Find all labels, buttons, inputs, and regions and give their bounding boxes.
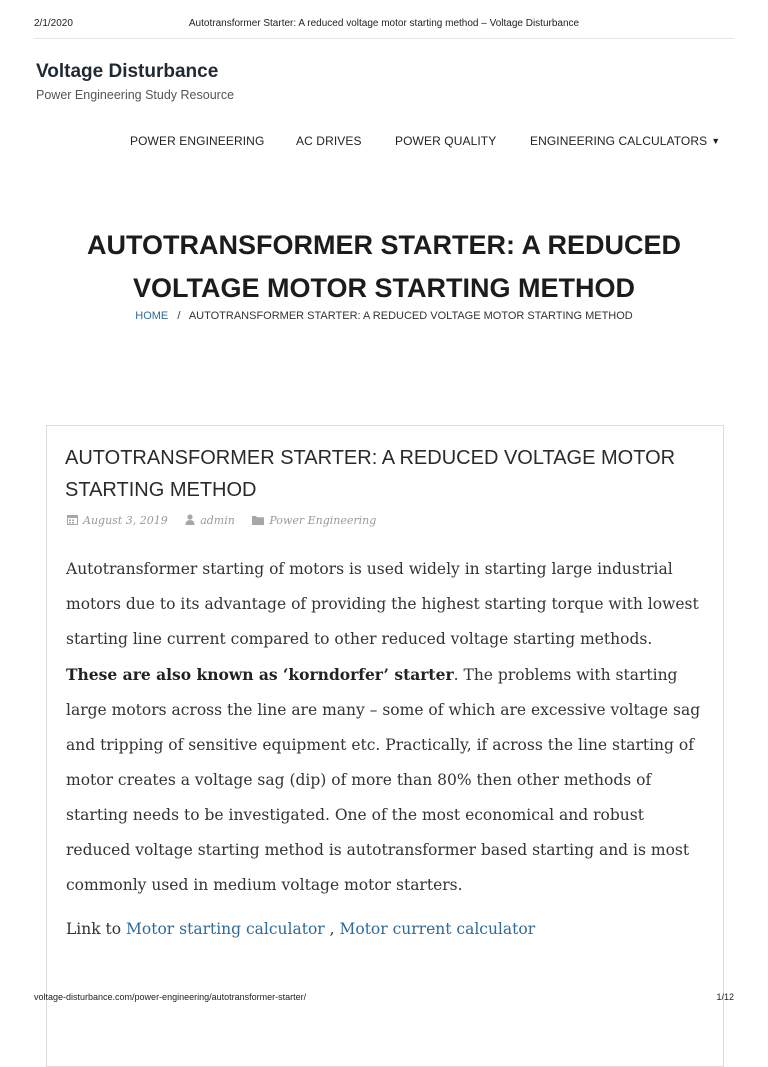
post-category[interactable] [252, 514, 376, 527]
print-divider [34, 38, 734, 39]
page-title [40, 224, 728, 310]
nav-item-label: AC DRIVES [296, 134, 362, 148]
post-title-line-2: STARTING METHOD [65, 479, 257, 501]
print-header [0, 0, 768, 38]
post-author[interactable] [185, 514, 235, 527]
paragraph-text-start: Autotransformer starting of motors is used widely in starting large industrial motors due to its advantage of providing the highest starting torque with lowest starting line current compared to other reduced voltage starting methods. [66, 560, 699, 648]
print-title: Autotransformer Starter: A reduced voltage motor starting method – Voltage Disturbance [188, 18, 580, 29]
nav-item-label: POWER QUALITY [395, 134, 497, 148]
caret-down-icon: ▼ [711, 136, 721, 146]
motor-starting-calculator-link[interactable]: Motor starting calculator [126, 920, 325, 938]
post-title [65, 442, 705, 506]
paragraph-bold-text: These are also known as ‘korndorfer’ starter [66, 665, 454, 684]
post-card [46, 425, 724, 1067]
print-date: 2/1/2020 [34, 18, 73, 29]
print-page-number: 1/12 [716, 992, 734, 1002]
main-nav [0, 134, 768, 154]
calendar-icon [67, 514, 78, 525]
breadcrumb-current: AUTOTRANSFORMER STARTER: A REDUCED VOLTAGE MOTOR STARTING METHOD [188, 310, 633, 322]
print-footer [34, 992, 734, 1002]
breadcrumb-separator: / [177, 310, 181, 322]
post-date-text: August 3, 2019 [83, 514, 168, 527]
post-date[interactable] [67, 514, 168, 527]
nav-item-ac-drives[interactable] [296, 134, 362, 148]
post-author-text: admin [200, 514, 235, 527]
paragraph-text-end: . The problems with starting large motors across the line are many – some of which are excessive voltage sag and tripping of sensitive equipment etc. Practically, if across the line starting of motor creates a voltage sag (dip) of more than 80% then other methods of starting needs to be investigated. One of the most economical and robust reduced voltage starting method is autotransformer based starting and is most commonly used in medium voltage motor starters. [66, 666, 701, 894]
post-category-text: Power Engineering [269, 514, 377, 527]
page-title-line-1: AUTOTRANSFORMER STARTER: A REDUCED [87, 230, 681, 260]
related-links [66, 920, 535, 938]
post-body-paragraph [66, 552, 706, 903]
post-meta [67, 514, 390, 527]
site-tagline: Power Engineering Study Resource [36, 88, 235, 102]
nav-item-label: ENGINEERING CALCULATORS [530, 134, 708, 148]
print-footer-url: voltage-disturbance.com/power-engineering/autotransformer-starter/ [34, 992, 307, 1002]
page-title-line-2: VOLTAGE MOTOR STARTING METHOD [133, 273, 635, 303]
nav-item-label: POWER ENGINEERING [130, 134, 265, 148]
related-links-separator: , [324, 920, 340, 938]
breadcrumb [0, 310, 768, 322]
site-title[interactable]: Voltage Disturbance [36, 61, 219, 82]
nav-item-power-quality[interactable] [395, 134, 496, 148]
user-icon [185, 514, 195, 525]
nav-item-engineering-calculators[interactable] [530, 134, 720, 148]
folder-icon [252, 515, 264, 525]
motor-current-calculator-link[interactable]: Motor current calculator [339, 920, 536, 938]
nav-item-power-engineering[interactable] [130, 134, 264, 148]
post-title-line-1: AUTOTRANSFORMER STARTER: A REDUCED VOLTAGE MOTOR [65, 447, 676, 469]
breadcrumb-home-link[interactable]: HOME [135, 310, 169, 322]
related-links-prefix: Link to [66, 920, 127, 938]
